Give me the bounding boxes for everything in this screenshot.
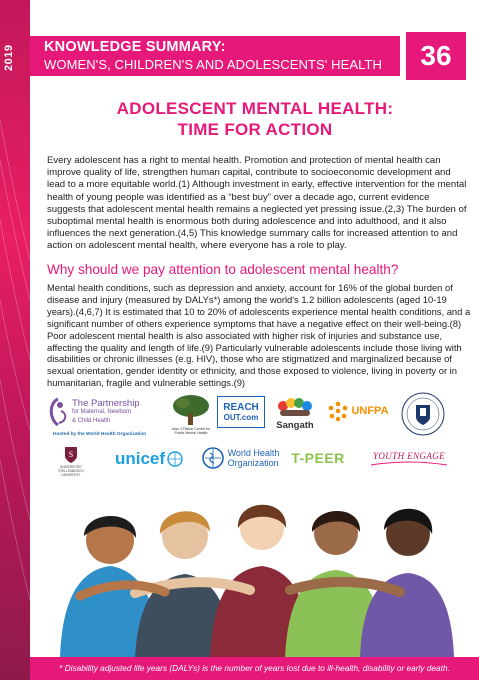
alan-flisher-name: Alan J Flisher Centre for Public Mental Health bbox=[171, 427, 211, 435]
section-paragraph: Mental health conditions, such as depression and anxiety, account for 16% of the global burden of disease and injury (measured by DALYs*) among the world's 1.2 billion adolescents (aged 10-19 years).(4,6,7) It is estimated that 10 to 20% of adolescents experience mental health conditions, and a significant number of others experience symptoms that have a negative effect on their well-being.(8) Poor adolescent mental health is also associated with higher risk of injuries and substance use, affecting the quality and length of life.(9) Particularly vulnerable adolescents include those living with disabilities or chronic illnesses (e.g. HIV), those who are stigmatized and marginalized because of sexual orientation, gender identity or ethnicity, and those exposed to violence, living in poverty or in humanitarian, fragile and vulnerable settings.(9) bbox=[47, 282, 471, 389]
reachout-name: REACH bbox=[223, 401, 259, 413]
adolescents-group-illustration bbox=[40, 478, 472, 658]
who-name: World Health bbox=[227, 448, 280, 458]
unfpa-name: UNFPA bbox=[351, 405, 389, 417]
series-subtitle: WOMEN'S, CHILDREN'S AND ADOLESCENTS' HEALTH bbox=[44, 57, 383, 72]
page-title bbox=[40, 98, 470, 140]
unicef-name: unicef bbox=[114, 449, 166, 468]
uct-logo[interactable] bbox=[399, 388, 447, 440]
stellenbosch-name: UNIVERSITEIT STELLENBOSCH UNIVERSITY bbox=[58, 464, 84, 477]
footnote: * Disability adjusted life years (DALYs) is the number of years lost due to ill-health, disability or early death. bbox=[30, 657, 479, 680]
unicef-globe-icon bbox=[167, 451, 183, 467]
tpeer-logo[interactable] bbox=[289, 446, 347, 470]
tpeer-name: T-PEER bbox=[291, 450, 345, 466]
pmnch-logo[interactable] bbox=[47, 392, 165, 432]
header-banner bbox=[30, 36, 400, 76]
series-title: KNOWLEDGE SUMMARY: bbox=[44, 39, 226, 55]
pmnch-icon bbox=[47, 397, 69, 427]
youth-engage-logo[interactable] bbox=[363, 446, 455, 472]
alan-flisher-logo[interactable] bbox=[167, 388, 215, 440]
intro-paragraph: Every adolescent has a right to mental health. Promotion and protection of mental health can improve quality of life, strengthen human capital, contribute to socioeconomic development and lead to a more equitable world.(1) Although investment in early, effective intervention for the mental health of young people was identified as a “best buy” over a decade ago, current evidence suggests that adolescent mental health remains a neglected yet pressing issue.(2,3) The burden of suboptimal mental health is enormous both during adolescence and into adulthood, and it also influences the next generation.(4,5) This knowledge summary calls for increased attention to and action on adolescent mental health, where everyone has a role to play. bbox=[47, 155, 467, 252]
pmnch-name: The Partnership bbox=[72, 397, 140, 409]
year-label: 2019 bbox=[3, 44, 15, 72]
section-heading: Why should we pay attention to adolescent mental health? bbox=[47, 262, 399, 277]
stellenbosch-logo[interactable] bbox=[49, 444, 93, 478]
illustration-figures bbox=[60, 505, 454, 658]
side-band-pattern bbox=[0, 0, 30, 680]
sangath-icon bbox=[275, 396, 315, 420]
unfpa-logo[interactable] bbox=[325, 396, 391, 426]
reachout-logo[interactable] bbox=[217, 396, 265, 428]
issue-number-badge: 36 bbox=[406, 32, 466, 80]
sangath-name: Sangath bbox=[276, 419, 314, 431]
unfpa-icon bbox=[327, 400, 349, 422]
page-title-line2: TIME FOR ACTION bbox=[177, 120, 333, 139]
pmnch-name-3: & Child Health bbox=[72, 417, 111, 424]
svg-text:S: S bbox=[68, 449, 74, 459]
stellenbosch-crest-icon bbox=[64, 446, 78, 464]
who-emblem-icon bbox=[201, 446, 225, 470]
page-title-line1: ADOLESCENT MENTAL HEALTH: bbox=[116, 99, 394, 118]
youth-engage-swoosh-icon bbox=[369, 461, 449, 467]
who-logo[interactable] bbox=[199, 444, 281, 472]
side-band bbox=[0, 0, 30, 680]
youth-engage-name: YOUTH ENGAGE bbox=[372, 451, 446, 461]
sangath-logo[interactable] bbox=[273, 392, 317, 434]
pmnch-host: Hosted by the World Health Organization bbox=[53, 432, 147, 437]
partner-logos bbox=[47, 388, 467, 478]
who-name-2: Organization bbox=[227, 458, 279, 468]
reachout-name-2: OUT.com bbox=[223, 412, 259, 422]
university-crest-icon bbox=[400, 391, 446, 437]
tree-icon bbox=[171, 393, 211, 427]
pmnch-name-2: for Maternal, Newborn bbox=[72, 408, 132, 415]
unicef-logo[interactable] bbox=[109, 446, 189, 472]
